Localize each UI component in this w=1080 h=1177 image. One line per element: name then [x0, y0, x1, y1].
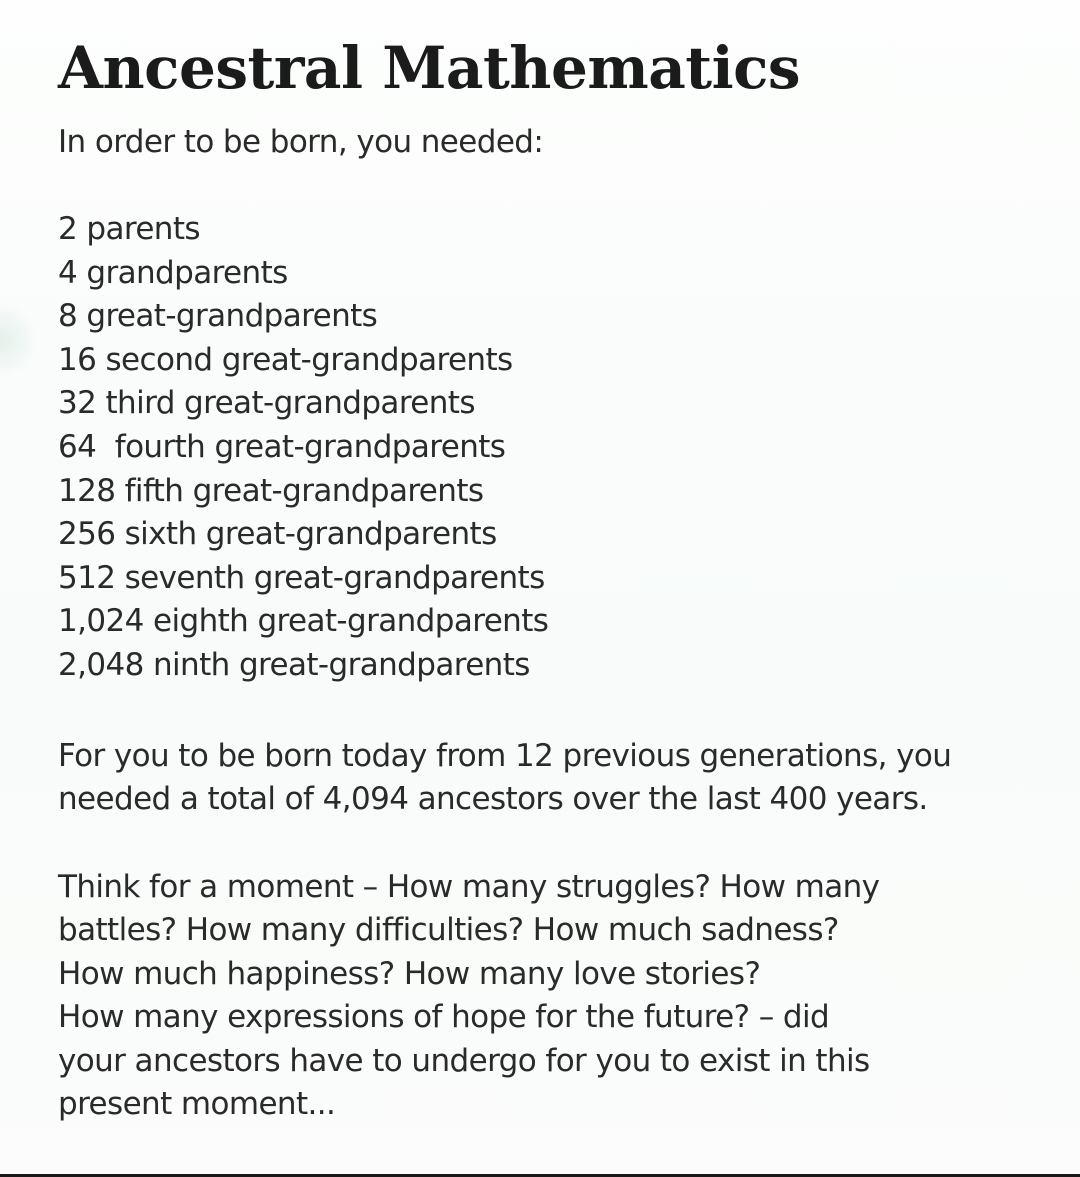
- ancestor-list: [58, 208, 1058, 688]
- reflection-line: present moment...: [58, 1086, 336, 1123]
- background-tint: [0, 300, 40, 380]
- list-item: 8 great-grandparents: [58, 298, 378, 335]
- list-item: 4 grandparents: [58, 254, 288, 291]
- list-item: 2 parents: [58, 211, 200, 247]
- reflection-paragraph: [58, 866, 1038, 1127]
- reflection-line: How many expressions of hope for the future? – did: [58, 999, 830, 1036]
- list-item: 512 seventh great-grandparents: [58, 559, 545, 596]
- reflection-line: Think for a moment – How many struggles? How many: [58, 868, 880, 905]
- reflection-line: your ancestors have to undergo for you to exist in this: [58, 1042, 870, 1079]
- generations-paragraph: For you to be born today from 12 previous generations, you needed a total of 4,094 ancestors over the last 400 years.: [58, 737, 952, 818]
- list-item: 16 second great-grandparents: [58, 341, 513, 378]
- subtitle: In order to be born, you needed:: [58, 124, 544, 160]
- list-item: 32 third great-grandparents: [58, 385, 475, 422]
- page-title: Ancestral Mathematics: [58, 34, 801, 102]
- reflection-line: How much happiness? How many love stories?: [58, 955, 761, 992]
- list-item: 128 fifth great-grandparents: [58, 472, 484, 509]
- reflection-line: battles? How many difficulties? How much sadness?: [58, 912, 839, 949]
- list-item: 2,048 ninth great-grandparents: [58, 646, 530, 683]
- document-body: [58, 28, 1058, 1127]
- list-item: 1,024 eighth great-grandparents: [58, 603, 549, 640]
- list-item: 64 fourth great-grandparents: [58, 428, 506, 465]
- list-item: 256 sixth great-grandparents: [58, 516, 497, 553]
